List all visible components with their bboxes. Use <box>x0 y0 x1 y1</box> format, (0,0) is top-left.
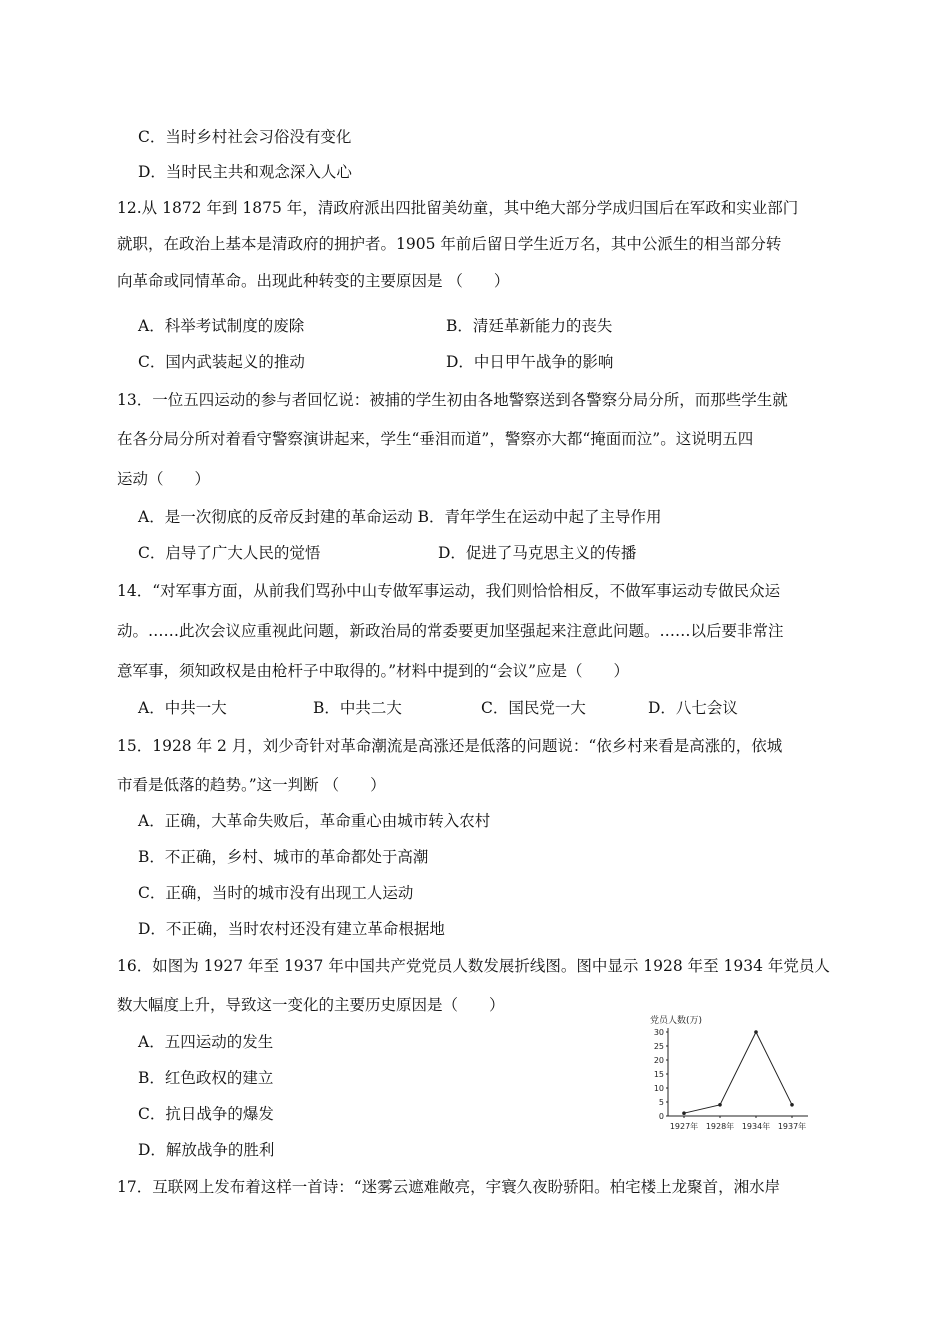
q14-options-row <box>138 697 838 719</box>
q14-option-c: C．国民党一大 <box>481 699 586 717</box>
q15-option-c: C．正确，当时的城市没有出现工人运动 <box>138 884 414 902</box>
q13-stem-line2: 在各分局分所对着看守警察演讲起来，学生“垂泪而道”，警察亦大都“掩面而泣”。这说明五四 <box>117 430 754 448</box>
chart-data-point <box>718 1103 722 1107</box>
q14-option-a: A．中共一大 <box>138 699 227 717</box>
chart-x-tick-label: 1927年 <box>669 1122 699 1131</box>
chart-y-tick-label: 15 <box>653 1070 664 1079</box>
q16-option-b: B．红色政权的建立 <box>138 1069 274 1087</box>
q16-option-c: C．抗日战争的爆发 <box>138 1105 274 1123</box>
q15-stem-line2: 市看是低落的趋势。”这一判断 （ ） <box>117 776 386 794</box>
q12-stem-line3: 向革命或同情革命。出现此种转变的主要原因是 （ ） <box>117 272 510 290</box>
q16-stem-line1: 16．如图为 1927 年至 1937 年中国共产党党员人数发展折线图。图中显示 1928 年至 1934 年党员人 <box>117 957 830 975</box>
q13-option-c: C．启导了广大人民的觉悟 <box>138 544 321 562</box>
q14-stem-line1: 14．“对军事方面，从前我们骂孙中山专做军事运动，我们则恰恰相反，不做军事运动专做民众运 <box>117 582 781 600</box>
chart-data-point <box>790 1103 794 1107</box>
chart-y-tick-label: 0 <box>658 1112 664 1121</box>
q15-option-b: B．不正确，乡村、城市的革命都处于高潮 <box>138 848 429 866</box>
q12-stem-line1: 12.从 1872 年到 1875 年，清政府派出四批留美幼童，其中绝大部分学成归国后在军政和实业部门 <box>117 199 799 217</box>
q15-option-d: D．不正确，当时农村还没有建立革命根据地 <box>138 920 445 938</box>
q17-stem-line1: 17．互联网上发布着这样一首诗：“迷雾云遮难敞亮，宇寰久夜盼骄阳。柏宅楼上龙聚首，湘水岸 <box>117 1178 781 1196</box>
chart-y-tick-label: 25 <box>653 1042 664 1051</box>
q12-option-c: C．国内武装起义的推动 <box>138 353 305 371</box>
q16-option-d: D．解放战争的胜利 <box>138 1141 275 1159</box>
q14-stem-line3: 意军事，须知政权是由枪杆子中取得的。”材料中提到的“会议”应是（ ） <box>117 662 630 680</box>
chart-x-tick-label: 1937年 <box>777 1122 807 1131</box>
q16-option-a: A．五四运动的发生 <box>138 1033 274 1051</box>
q12-option-d: D．中日甲午战争的影响 <box>446 353 614 371</box>
q12-stem-line2: 就职，在政治上基本是清政府的拥护者。1905 年前后留日学生近万名，其中公派生的相当部分转 <box>117 235 782 253</box>
chart-ylabel: 党员人数(万) <box>650 1016 703 1026</box>
chart-y-tick-label: 5 <box>658 1098 664 1107</box>
q13-option-d: D．促进了马克思主义的传播 <box>438 544 637 562</box>
chart-data-point <box>682 1111 686 1115</box>
chart-x-tick-label: 1928年 <box>705 1122 735 1131</box>
q14-option-b: B．中共二大 <box>313 699 402 717</box>
q12-option-b: B．清廷革新能力的丧失 <box>446 317 613 335</box>
party-membership-line-chart <box>648 1012 818 1136</box>
q14-stem-line2: 动。……此次会议应重视此问题，新政治局的常委要更加坚强起来注意此问题。……以后要非常注 <box>117 622 784 640</box>
q15-option-a: A．正确，大革命失败后，革命重心由城市转入农村 <box>138 812 491 830</box>
q13-stem-line3: 运动（ ） <box>117 470 211 488</box>
chart-data-point <box>754 1030 758 1034</box>
q13-options-ab: A．是一次彻底的反帝反封建的革命运动 B．青年学生在运动中起了主导作用 <box>138 508 662 526</box>
q15-stem-line1: 15．1928 年 2 月，刘少奇针对革命潮流是高涨还是低落的问题说：“依乡村来看是高涨的，依城 <box>117 737 783 755</box>
q13-options-row2 <box>138 542 838 564</box>
q11-option-d: D．当时民主共和观念深入人心 <box>138 163 352 181</box>
chart-series-line <box>684 1032 792 1113</box>
chart-y-tick-label: 20 <box>653 1056 664 1065</box>
q14-option-d: D．八七会议 <box>648 699 738 717</box>
q12-options-row1 <box>138 315 838 337</box>
q16-stem-line2: 数大幅度上升，导致这一变化的主要历史原因是（ ） <box>117 996 505 1014</box>
chart-x-tick-label: 1934年 <box>741 1122 771 1131</box>
q12-options-row2 <box>138 351 838 373</box>
chart-y-tick-label: 10 <box>653 1084 664 1093</box>
q12-option-a: A．科举考试制度的废除 <box>138 317 305 335</box>
q11-option-c: C．当时乡村社会习俗没有变化 <box>138 128 352 146</box>
chart-y-tick-label: 30 <box>653 1028 664 1037</box>
q13-stem-line1: 13．一位五四运动的参与者回忆说：被捕的学生初由各地警察送到各警察分局分所，而那些学生就 <box>117 391 788 409</box>
